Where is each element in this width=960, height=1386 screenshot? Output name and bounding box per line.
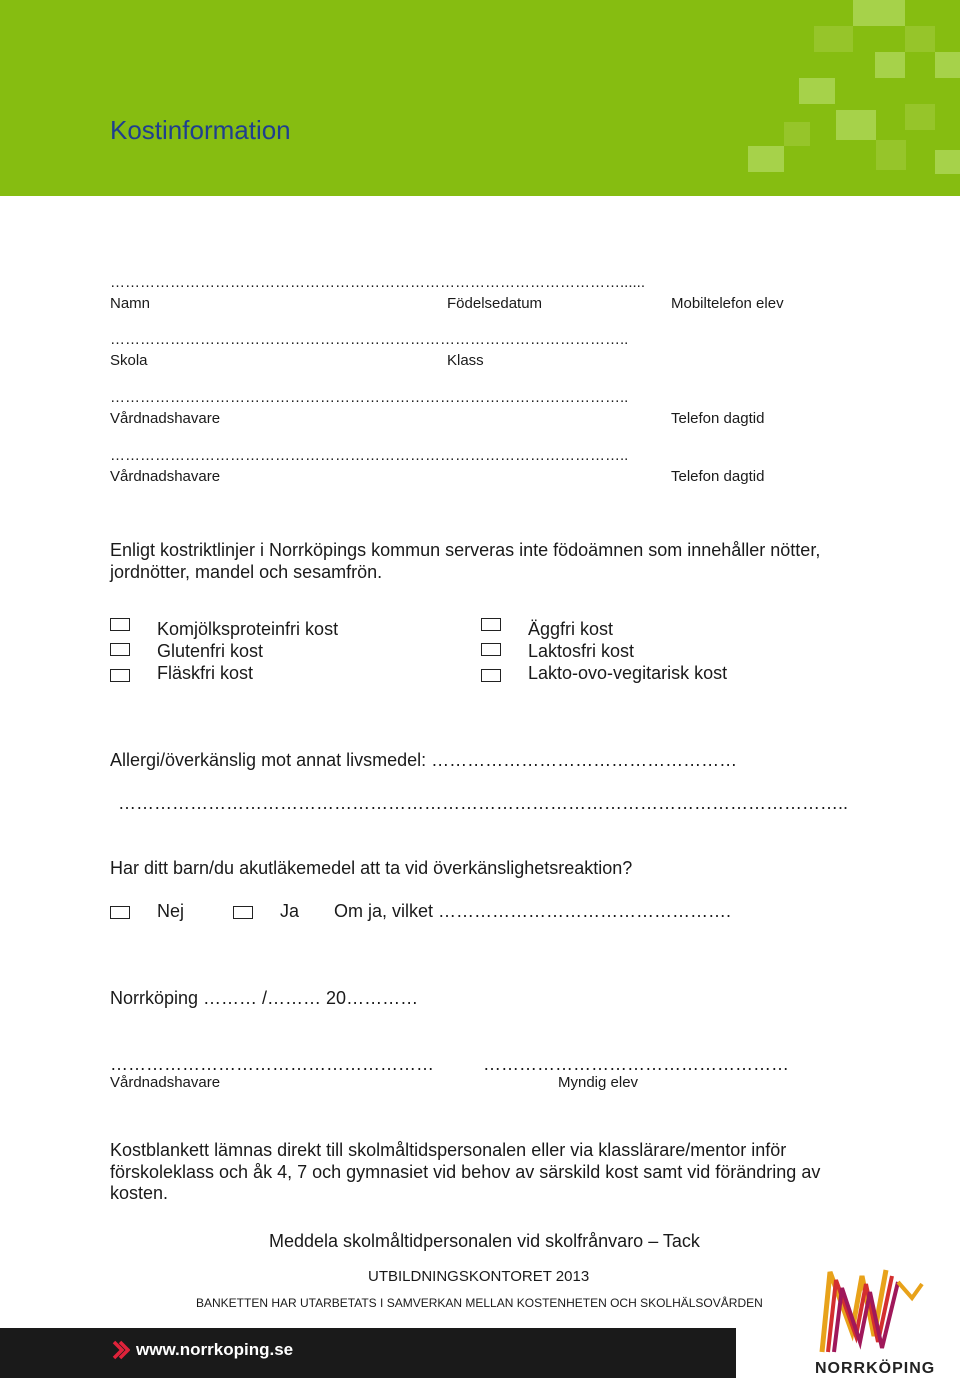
guardian1-dots[interactable]: ………………………………………………………………………………………….. <box>110 389 629 406</box>
guardian2-phone-label: Telefon dagtid <box>671 468 765 485</box>
signature-guardian-dots[interactable]: ……………………………………………… <box>110 1054 434 1074</box>
medicine-no-checkbox[interactable] <box>110 906 130 919</box>
note-line-2: förskoleklass och åk 4, 7 och gymnasiet vid behov av särskild kost samt vid förändring av <box>110 1162 821 1182</box>
mobile-label: Mobiltelefon elev <box>671 295 784 312</box>
medicine-yes-checkbox[interactable] <box>233 906 253 919</box>
name-label: Namn <box>110 295 151 312</box>
allergy-dots[interactable]: ………………………………………………………………………………………………………….. <box>118 793 849 813</box>
note-line-1: Kostblankett lämnas direkt till skolmåltidspersonalen eller via klasslärare/mentor inför <box>110 1140 787 1160</box>
diet-label-gluten: Glutenfri kost <box>157 641 264 661</box>
diet-checkbox-gluten[interactable] <box>110 643 130 656</box>
medicine-yes-label: Ja <box>280 901 300 921</box>
birthdate-label: Födelsedatum <box>447 295 543 312</box>
school-dots[interactable]: ………………………………………………………………………………………….. <box>110 331 629 348</box>
diet-checkbox-egg[interactable] <box>481 618 501 631</box>
name-dots[interactable]: …………………………………………………………………………………………...... <box>110 274 646 291</box>
collab-line: BANKETTEN HAR UTARBETATS I SAMVERKAN MELLAN KOSTENHETEN OCH SKOLHÄLSOVÅRDEN <box>196 1296 763 1310</box>
signature-student-label: Myndig elev <box>558 1074 639 1091</box>
guardian1-label: Vårdnadshavare <box>110 410 221 427</box>
footer-bar <box>0 1328 736 1378</box>
diet-checkbox-milk-protein[interactable] <box>110 618 130 631</box>
medicine-no-label: Nej <box>157 901 185 921</box>
class-label: Klass <box>447 352 484 369</box>
guardian2-dots[interactable]: ………………………………………………………………………………………….. <box>110 447 629 464</box>
guardian1-phone-label: Telefon dagtid <box>671 410 765 427</box>
signature-student-dots[interactable]: …………………………………………… <box>483 1054 789 1074</box>
office-line: UTBILDNINGSKONTORET 2013 <box>368 1268 590 1285</box>
guardian2-label: Vårdnadshavare <box>110 468 221 485</box>
allergy-label[interactable]: Allergi/överkänslig mot annat livsmedel: …………………………………………… <box>110 750 738 770</box>
logo-text: NORRKÖPING <box>815 1360 936 1377</box>
diet-label-milk-protein: Komjölksproteinfri kost <box>157 619 339 639</box>
medicine-which-field[interactable]: Om ja, vilket …………………………………………. <box>334 901 732 921</box>
medicine-question: Har ditt barn/du akutläkemedel att ta vid överkänslighetsreaktion? <box>110 858 633 878</box>
arrow-icon <box>112 1340 130 1360</box>
intro-line-1: Enligt kostriktlinjer i Norrköpings kommun serveras inte födoämnen som innehåller nötter, <box>110 540 821 560</box>
school-label: Skola <box>110 352 148 369</box>
diet-checkbox-lactose[interactable] <box>481 643 501 656</box>
diet-checkbox-pork[interactable] <box>110 669 130 682</box>
diet-label-egg: Äggfri kost <box>528 619 614 639</box>
intro-line-2: jordnötter, mandel och sesamfrön. <box>110 562 383 582</box>
note-line-3: kosten. <box>110 1183 169 1203</box>
diet-label-pork: Fläskfri kost <box>157 663 254 683</box>
thanks-line: Meddela skolmåltidpersonalen vid skolfrånvaro – Tack <box>269 1231 700 1251</box>
norrkoping-logo-icon <box>812 1262 932 1358</box>
diet-label-vegetarian: Lakto-ovo-vegitarisk kost <box>528 663 728 683</box>
date-line[interactable]: Norrköping ……… /……… 20………… <box>110 988 419 1008</box>
footer-url-link[interactable]: www.norrkoping.se <box>136 1340 294 1359</box>
diet-label-lactose: Laktosfri kost <box>528 641 635 661</box>
page-title: Kostinformation <box>110 115 291 145</box>
signature-guardian-label: Vårdnadshavare <box>110 1074 221 1091</box>
header-banner <box>0 0 960 196</box>
diet-checkbox-vegetarian[interactable] <box>481 669 501 682</box>
